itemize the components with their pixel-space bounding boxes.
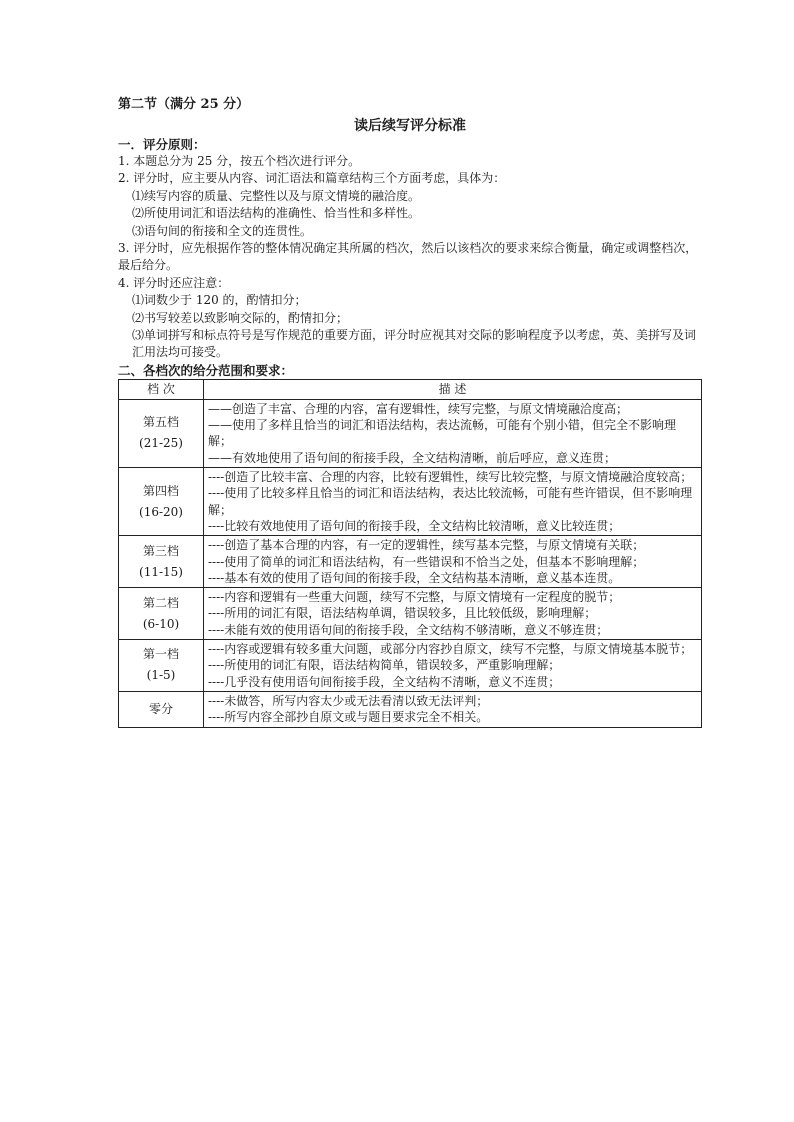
- principle-item: 1. 本题总分为 25 分，按五个档次进行评分。: [118, 154, 361, 168]
- grade-range: (1-5): [146, 668, 176, 683]
- table-row: [119, 588, 702, 640]
- grade-name: 第四档: [142, 483, 179, 498]
- header-desc: 描 述: [204, 379, 702, 399]
- principle-subitem: ⑶语句间的衔接和全文的连贯性。: [132, 223, 313, 238]
- desc-cell: [204, 640, 702, 692]
- desc-cell: [204, 588, 702, 640]
- grade-name: 第三档: [142, 543, 179, 558]
- principle-subitem: ⑶单词拼写和标点符号是写作规范的重要方面，评分时应视其对交际的影响程度予以考虑，英、美拼写及词汇用法均可接受。: [132, 328, 697, 360]
- desc-line: ----未做答，所写内容太少或无法看清以致无法评判；: [208, 693, 489, 708]
- grade-cell: [119, 468, 204, 536]
- table-row: [119, 691, 702, 727]
- grade-range: (11-15): [139, 564, 183, 579]
- table-row: [119, 640, 702, 692]
- principle-subitem: ⑴词数少于 120 的，酌情扣分；: [132, 293, 307, 308]
- grade-name: 第二档: [142, 595, 179, 610]
- desc-cell: [204, 399, 702, 467]
- principle-item: 3. 评分时，应先根据作答的整体情况确定其所属的档次，然后以该档次的要求来综合衡量，确定或调整档次，最后给分。: [118, 241, 698, 273]
- section-title: 第二节（满分 25 分）: [118, 97, 250, 112]
- desc-line: ----内容和逻辑有一些重大问题，续写不完整，与原文情境有一定程度的脱节；: [208, 590, 621, 605]
- desc-line: ----内容或逻辑有较多重大问题，或部分内容抄自原文，续写不完整，与原文情境基本脱节；: [208, 642, 693, 657]
- desc-line: ----使用了简单的词汇和语法结构，有一些错误和不恰当之处，但基本不影响理解；: [208, 554, 645, 569]
- grade-cell: [119, 536, 204, 588]
- document-title: 读后续写评分标准: [354, 118, 466, 134]
- desc-line: ——有效地使用了语句间的衔接手段，全文结构清晰，前后呼应，意义连贯；: [208, 450, 617, 465]
- grade-cell: [119, 691, 204, 727]
- grade-cell: [119, 640, 204, 692]
- table-row: [119, 468, 702, 536]
- grade-range: (21-25): [139, 436, 183, 451]
- desc-line: ----未能有效的使用语句间的衔接手段，全文结构不够清晰，意义不够连贯；: [208, 622, 609, 637]
- principle-item: 4. 评分时还应注意：: [118, 275, 230, 290]
- table-row: [119, 536, 702, 588]
- grade-name: 第一档: [142, 647, 179, 662]
- desc-line: ----创造了比较丰富、合理的内容，比较有逻辑性，续写比较完整，与原文情境融洽度较高；: [208, 470, 693, 485]
- grade-range: (6-10): [142, 616, 180, 631]
- principle-subitem: ⑵书写较差以致影响交际的，酌情扣分；: [132, 310, 349, 325]
- desc-cell: [204, 536, 702, 588]
- grade-range: (16-20): [139, 504, 183, 519]
- table-header-row: [119, 379, 702, 399]
- desc-line: ----比较有效地使用了语句间的衔接手段，全文结构比较清晰，意义比较连贯；: [208, 518, 621, 533]
- desc-line: ----基本有效的使用了语句间的衔接手段，全文结构基本清晰，意义基本连贯。: [208, 570, 621, 585]
- principle-item: 2. 评分时，应主要从内容、词汇语法和篇章结构三个方面考虑，具体为：: [118, 171, 506, 186]
- grade-name: 零分: [148, 701, 173, 716]
- document-page: [118, 96, 702, 728]
- desc-line: ----所写内容全部抄自原文或与题目要求完全不相关。: [208, 710, 489, 725]
- desc-line: ----使用了比较多样且恰当的词汇和语法结构，表达比较流畅，可能有些许错误，但不影响理解；: [208, 486, 693, 517]
- desc-cell: [204, 468, 702, 536]
- table-row: [119, 399, 702, 467]
- grade-cell: [119, 399, 204, 467]
- principles-heading: 一．评分原则：: [118, 137, 206, 152]
- desc-cell: [204, 691, 702, 727]
- scoring-heading: 二、各档次的给分范围和要求：: [118, 362, 294, 378]
- grade-cell: [119, 588, 204, 640]
- desc-line: ——创造了丰富、合理的内容，富有逻辑性，续写完整，与原文情境融洽度高；: [208, 401, 629, 416]
- principle-subitem: ⑴续写内容的质量、完整性以及与原文情境的融洽度。: [132, 188, 421, 203]
- desc-line: ----所使用的词汇有限，语法结构简单，错误较多，严重影响理解；: [208, 658, 561, 673]
- desc-line: ----几乎没有使用语句间衔接手段，全文结构不清晰，意义不连贯；: [208, 674, 561, 689]
- principle-subitem: ⑵所使用词汇和语法结构的准确性、恰当性和多样性。: [132, 206, 421, 221]
- grade-name: 第五档: [142, 415, 179, 430]
- desc-line: ----所用的词汇有限，语法结构单调，错误较多，且比较低级，影响理解；: [208, 606, 597, 621]
- desc-line: ----创造了基本合理的内容，有一定的逻辑性，续写基本完整，与原文情境有关联；: [208, 538, 645, 553]
- scoring-table: [118, 379, 702, 728]
- desc-line: ——使用了多样且恰当的词汇和语法结构，表达流畅，可能有个别小错，但完全不影响理解；: [208, 418, 677, 449]
- header-grade: 档 次: [119, 379, 204, 399]
